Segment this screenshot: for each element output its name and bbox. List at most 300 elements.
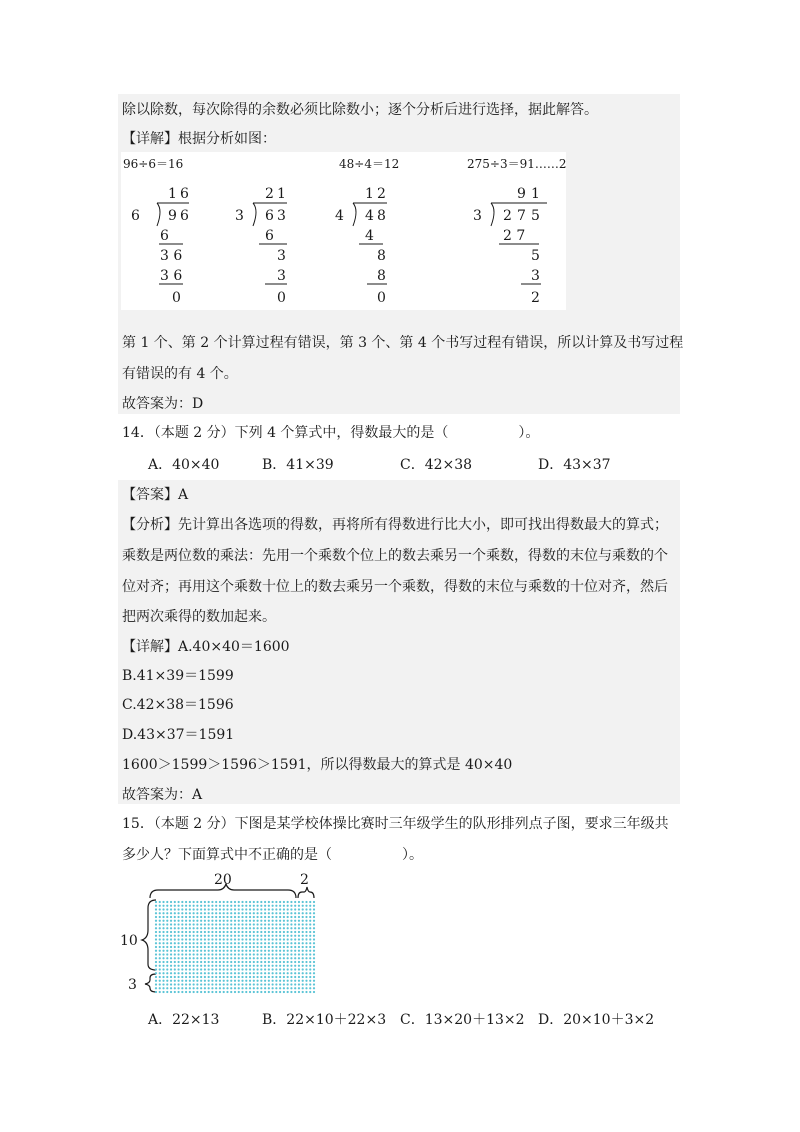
dot <box>162 912 164 914</box>
dot <box>309 920 311 922</box>
dot <box>196 953 198 955</box>
q14-option-a[interactable]: A．40×40 <box>148 457 220 473</box>
dot <box>309 908 311 910</box>
dot <box>241 965 243 967</box>
dot <box>155 935 157 937</box>
dot <box>268 968 270 970</box>
dot <box>241 920 243 922</box>
dot <box>200 942 202 944</box>
dot <box>249 961 251 963</box>
dot <box>159 965 161 967</box>
dot <box>181 950 183 952</box>
dot <box>279 957 281 959</box>
dot <box>290 938 292 940</box>
q14-option-d[interactable]: D．43×37 <box>538 457 611 473</box>
dot <box>208 923 210 925</box>
dot <box>208 901 210 903</box>
dot <box>211 983 213 985</box>
dot <box>249 991 251 993</box>
dot <box>279 950 281 952</box>
svg-text:4: 4 <box>365 208 374 224</box>
dot <box>208 987 210 989</box>
dot <box>245 905 247 907</box>
dot <box>170 957 172 959</box>
dot <box>204 931 206 933</box>
dot <box>264 942 266 944</box>
dot <box>177 980 179 982</box>
dot <box>196 950 198 952</box>
dot <box>193 901 195 903</box>
dot <box>272 942 274 944</box>
dot <box>215 923 217 925</box>
dot <box>249 976 251 978</box>
dot <box>287 987 289 989</box>
dot <box>159 908 161 910</box>
dot <box>309 927 311 929</box>
dot <box>272 920 274 922</box>
dot <box>302 901 304 903</box>
dot <box>159 901 161 903</box>
dot <box>298 905 300 907</box>
dot <box>305 968 307 970</box>
dot <box>260 950 262 952</box>
dot <box>268 957 270 959</box>
dot <box>241 905 243 907</box>
dot <box>253 946 255 948</box>
dot <box>290 942 292 944</box>
dot <box>313 961 315 963</box>
dot <box>155 991 157 993</box>
dot <box>298 987 300 989</box>
dot <box>215 912 217 914</box>
dot <box>230 976 232 978</box>
dot <box>174 961 176 963</box>
dot <box>302 942 304 944</box>
dot <box>305 987 307 989</box>
dot <box>189 912 191 914</box>
dot <box>256 965 258 967</box>
dot <box>174 942 176 944</box>
dot <box>253 931 255 933</box>
dot <box>166 957 168 959</box>
dot <box>177 983 179 985</box>
dot <box>219 905 221 907</box>
dot <box>223 961 225 963</box>
dot <box>309 901 311 903</box>
dot <box>245 927 247 929</box>
dot <box>238 950 240 952</box>
dot <box>305 927 307 929</box>
dot <box>272 946 274 948</box>
dot <box>162 916 164 918</box>
dot <box>189 927 191 929</box>
dot <box>230 953 232 955</box>
dot <box>241 946 243 948</box>
dot <box>230 905 232 907</box>
dot <box>223 987 225 989</box>
dot <box>193 946 195 948</box>
dot <box>275 991 277 993</box>
dot <box>287 916 289 918</box>
dot <box>230 938 232 940</box>
svg-text:1: 1 <box>531 186 540 202</box>
dot <box>215 983 217 985</box>
dot <box>260 942 262 944</box>
dot <box>272 916 274 918</box>
dot <box>294 961 296 963</box>
svg-text:6: 6 <box>265 208 274 224</box>
dot <box>208 965 210 967</box>
dot <box>279 987 281 989</box>
dot <box>162 991 164 993</box>
dot <box>256 980 258 982</box>
dot <box>174 983 176 985</box>
dot <box>189 965 191 967</box>
dot <box>294 950 296 952</box>
dot <box>313 923 315 925</box>
dot <box>294 942 296 944</box>
dot <box>287 920 289 922</box>
dot <box>241 983 243 985</box>
dot <box>162 972 164 974</box>
dot <box>196 935 198 937</box>
dot <box>275 976 277 978</box>
dot <box>298 953 300 955</box>
dot <box>200 987 202 989</box>
q13-conclusion-1: 第 1 个、第 2 个计算过程有错误，第 3 个、第 4 个书写过程有错误，所以计算及书写过程 <box>122 335 684 351</box>
dot <box>302 991 304 993</box>
dot <box>249 923 251 925</box>
svg-text:5: 5 <box>531 208 540 224</box>
dot <box>294 935 296 937</box>
dot <box>275 983 277 985</box>
dot <box>287 927 289 929</box>
dot <box>305 923 307 925</box>
dot <box>241 923 243 925</box>
dot <box>234 920 236 922</box>
dot <box>177 927 179 929</box>
dot <box>193 965 195 967</box>
dot <box>226 946 228 948</box>
dot <box>260 987 262 989</box>
dot <box>313 953 315 955</box>
dot <box>264 946 266 948</box>
dot <box>193 961 195 963</box>
dot <box>234 991 236 993</box>
dot <box>256 983 258 985</box>
division-2 <box>235 186 287 306</box>
dot <box>155 953 157 955</box>
dot <box>226 991 228 993</box>
dot <box>302 957 304 959</box>
dot <box>215 916 217 918</box>
q15-option-d[interactable]: D．20×10＋3×2 <box>538 1012 655 1028</box>
dot <box>226 950 228 952</box>
dot <box>196 987 198 989</box>
dot <box>200 953 202 955</box>
dot <box>177 912 179 914</box>
dot <box>219 938 221 940</box>
dot <box>305 983 307 985</box>
dot <box>215 905 217 907</box>
dot <box>245 912 247 914</box>
dot <box>230 961 232 963</box>
dot <box>230 927 232 929</box>
dot <box>309 968 311 970</box>
dot <box>162 965 164 967</box>
dot <box>234 976 236 978</box>
dot <box>279 946 281 948</box>
dot <box>302 931 304 933</box>
dot <box>260 912 262 914</box>
svg-text:4: 4 <box>365 228 374 244</box>
dot <box>223 920 225 922</box>
dot <box>219 942 221 944</box>
dot <box>208 983 210 985</box>
dot <box>298 927 300 929</box>
dot <box>196 983 198 985</box>
dot <box>238 953 240 955</box>
dot <box>174 946 176 948</box>
dot <box>272 983 274 985</box>
dot <box>268 987 270 989</box>
svg-text:0: 0 <box>172 290 181 306</box>
dot <box>283 938 285 940</box>
dot <box>204 938 206 940</box>
dot <box>166 980 168 982</box>
dot <box>245 980 247 982</box>
dot <box>181 935 183 937</box>
dot <box>294 901 296 903</box>
dot <box>275 968 277 970</box>
dot <box>155 961 157 963</box>
dot <box>204 927 206 929</box>
dot <box>264 938 266 940</box>
dot <box>241 961 243 963</box>
dot <box>155 950 157 952</box>
dot <box>279 923 281 925</box>
dot <box>302 908 304 910</box>
dot <box>256 927 258 929</box>
dot <box>283 987 285 989</box>
dot <box>196 972 198 974</box>
dot <box>305 935 307 937</box>
dot <box>185 991 187 993</box>
dot <box>279 942 281 944</box>
q15-option-b[interactable]: B．22×10＋22×3 <box>262 1012 387 1028</box>
dot <box>177 968 179 970</box>
q14-option-b[interactable]: B．41×39 <box>262 457 334 473</box>
dot <box>223 931 225 933</box>
dot <box>193 927 195 929</box>
dot <box>302 961 304 963</box>
dot <box>264 927 266 929</box>
dot <box>290 931 292 933</box>
dot <box>305 942 307 944</box>
dot <box>238 923 240 925</box>
dot <box>170 953 172 955</box>
dot <box>260 968 262 970</box>
dot <box>208 920 210 922</box>
dot <box>208 935 210 937</box>
dot <box>238 961 240 963</box>
dot <box>181 972 183 974</box>
dot <box>290 908 292 910</box>
dot <box>196 965 198 967</box>
dot <box>264 908 266 910</box>
dot <box>290 920 292 922</box>
dot-array-figure <box>112 868 322 994</box>
dot <box>162 968 164 970</box>
dot <box>170 938 172 940</box>
dot <box>159 912 161 914</box>
dot <box>256 908 258 910</box>
dot <box>155 912 157 914</box>
dot <box>260 991 262 993</box>
dot <box>219 965 221 967</box>
dot <box>279 983 281 985</box>
dot <box>290 923 292 925</box>
dot <box>189 957 191 959</box>
svg-text:6: 6 <box>160 228 169 244</box>
dot <box>226 927 228 929</box>
dot <box>290 987 292 989</box>
dot <box>166 938 168 940</box>
dot <box>238 957 240 959</box>
dot <box>211 912 213 914</box>
dot <box>305 976 307 978</box>
q14-detail-a: 【详解】A.40×40＝1600 <box>122 639 290 655</box>
dot <box>215 920 217 922</box>
dot <box>166 987 168 989</box>
dot <box>313 946 315 948</box>
dot <box>230 908 232 910</box>
dot <box>283 957 285 959</box>
q13-conclusion-2: 有错误的有 4 个。 <box>122 366 238 382</box>
dot <box>189 901 191 903</box>
dot <box>268 905 270 907</box>
dot <box>155 942 157 944</box>
dot <box>272 908 274 910</box>
dot <box>264 931 266 933</box>
q15-option-a[interactable]: A．22×13 <box>148 1012 220 1028</box>
dot <box>313 950 315 952</box>
dot <box>219 923 221 925</box>
q14-detail-d: D.43×37＝1591 <box>122 727 235 743</box>
dot <box>309 983 311 985</box>
dot <box>309 953 311 955</box>
dot <box>279 920 281 922</box>
q14-option-c[interactable]: C．42×38 <box>400 457 473 473</box>
dot <box>200 920 202 922</box>
dot <box>294 916 296 918</box>
dot <box>166 927 168 929</box>
dot <box>313 905 315 907</box>
dot <box>155 968 157 970</box>
dot <box>159 931 161 933</box>
dot <box>162 983 164 985</box>
dot <box>174 935 176 937</box>
dot <box>230 987 232 989</box>
dot <box>298 935 300 937</box>
dot <box>241 912 243 914</box>
dot <box>200 983 202 985</box>
dot <box>200 916 202 918</box>
dot <box>268 912 270 914</box>
dot <box>302 912 304 914</box>
dot <box>223 912 225 914</box>
dot <box>174 987 176 989</box>
dot <box>260 965 262 967</box>
dot <box>302 950 304 952</box>
dot <box>298 908 300 910</box>
dot <box>211 916 213 918</box>
dot <box>181 912 183 914</box>
dot <box>219 953 221 955</box>
dot <box>268 923 270 925</box>
dot <box>290 991 292 993</box>
dot <box>256 905 258 907</box>
dot <box>189 987 191 989</box>
dot <box>305 965 307 967</box>
dot <box>204 901 206 903</box>
dot <box>155 946 157 948</box>
dot <box>189 938 191 940</box>
dot <box>283 905 285 907</box>
dot <box>196 927 198 929</box>
dot <box>215 957 217 959</box>
dot <box>177 916 179 918</box>
dot <box>219 912 221 914</box>
dot <box>215 953 217 955</box>
dot <box>238 905 240 907</box>
dot <box>283 935 285 937</box>
dot <box>256 912 258 914</box>
dot <box>155 927 157 929</box>
dot <box>275 908 277 910</box>
dot <box>283 950 285 952</box>
dot <box>275 912 277 914</box>
dot <box>253 905 255 907</box>
dot <box>208 931 210 933</box>
dot <box>313 931 315 933</box>
dot <box>159 968 161 970</box>
dot <box>249 987 251 989</box>
dot <box>268 920 270 922</box>
dot <box>230 946 232 948</box>
dot <box>268 946 270 948</box>
dot <box>283 942 285 944</box>
dot <box>256 991 258 993</box>
dot <box>268 972 270 974</box>
dot <box>249 942 251 944</box>
dot <box>245 908 247 910</box>
dot <box>166 916 168 918</box>
dot <box>260 957 262 959</box>
dot <box>185 942 187 944</box>
dot <box>309 923 311 925</box>
dot <box>189 920 191 922</box>
dot <box>298 946 300 948</box>
q14-answer: 【答案】A <box>122 487 189 503</box>
dot <box>268 950 270 952</box>
q15-option-c[interactable]: C．13×20＋13×2 <box>400 1012 525 1028</box>
dot <box>302 980 304 982</box>
dot <box>287 912 289 914</box>
svg-text:3: 3 <box>235 208 244 224</box>
dot <box>272 987 274 989</box>
dot <box>245 953 247 955</box>
